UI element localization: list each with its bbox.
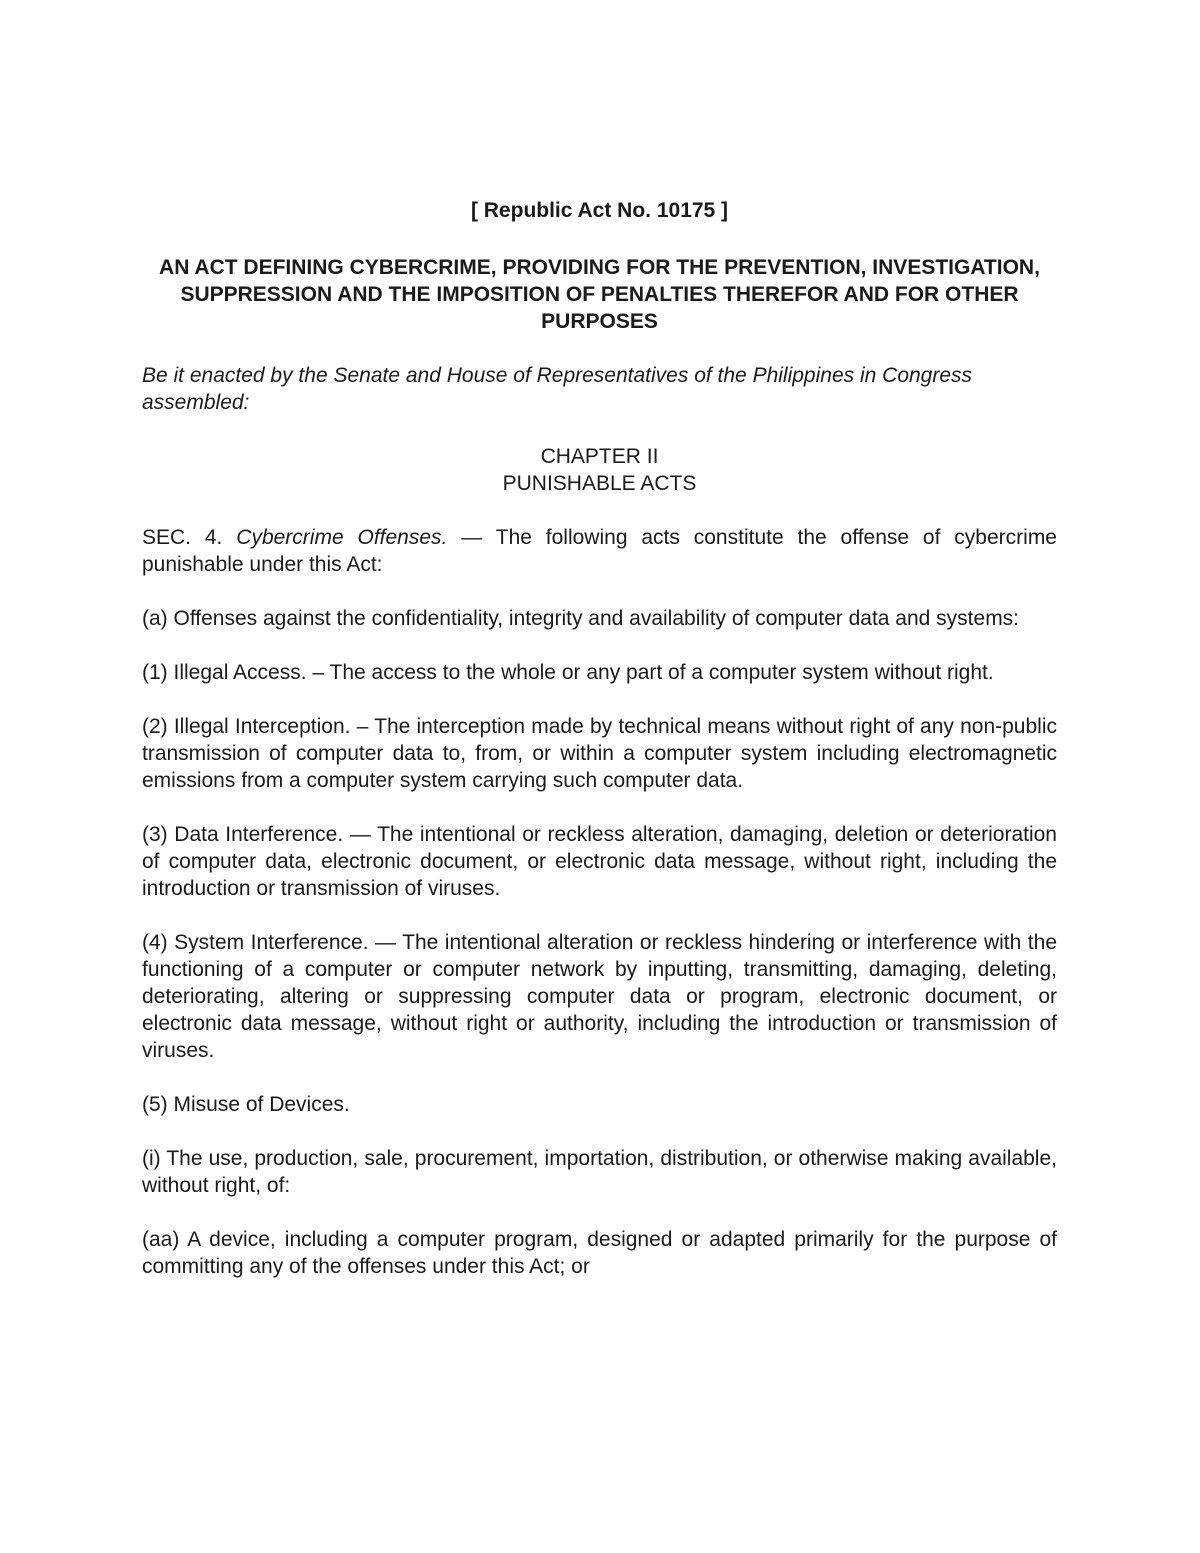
paragraph-4-system-interference: (4) System Interference. — The intentional alteration or reckless hindering or interference with the functioning of a computer or computer network by inputting, transmitting, damaging, deleting, deteriorating, altering or suppressing computer data or program, electronic document, or electronic data message, without right or authority, including the introduction or transmission of viruses. [142,931,1057,1062]
paragraph-aa: (aa) A device, including a computer program, designed or adapted primarily for the purpose of committing any of the offenses under this Act; or [142,1228,1057,1278]
paragraph-a: (a) Offenses against the confidentiality, integrity and availability of computer data and systems: [142,607,1020,630]
document-page [142,197,1057,1280]
section-4-heading: Cybercrime Offenses. [236,526,448,549]
paragraph-5-misuse-of-devices: (5) Misuse of Devices. [142,1093,350,1116]
section-4-text: — The following acts constitute the offense of cybercrime punishable under this Act: [142,526,1057,576]
act-title: AN ACT DEFINING CYBERCRIME, PROVIDING FOR THE PREVENTION, INVESTIGATION, SUPPRESSION AND THE IMPOSITION OF PENALTIES THEREFOR AND FOR OTHER PURPOSES [159,256,1040,333]
paragraph-2-illegal-interception: (2) Illegal Interception. – The interception made by technical means without right of any non-public transmission of computer data to, from, or within a computer system including electromagnetic emissions from a computer system carrying such computer data. [142,715,1057,792]
paragraph-i: (i) The use, production, sale, procurement, importation, distribution, or otherwise making available, without right, of: [142,1147,1057,1197]
chapter-heading [142,443,1057,497]
section-4 [142,524,1057,578]
act-number: [ Republic Act No. 10175 ] [470,199,729,222]
section-4-prefix: SEC. 4. [142,526,223,549]
enacting-clause: Be it enacted by the Senate and House of Representatives of the Philippines in Congress assembled: [142,364,973,414]
paragraph-3-data-interference: (3) Data Interference. — The intentional or reckless alteration, damaging, deletion or deterioration of computer data, electronic document, or electronic data message, without right, including the introduction or transmission of viruses. [142,823,1057,900]
paragraph-1-illegal-access: (1) Illegal Access. – The access to the whole or any part of a computer system without right. [142,661,994,684]
chapter-number: CHAPTER II [540,445,659,468]
chapter-title: PUNISHABLE ACTS [502,472,697,495]
